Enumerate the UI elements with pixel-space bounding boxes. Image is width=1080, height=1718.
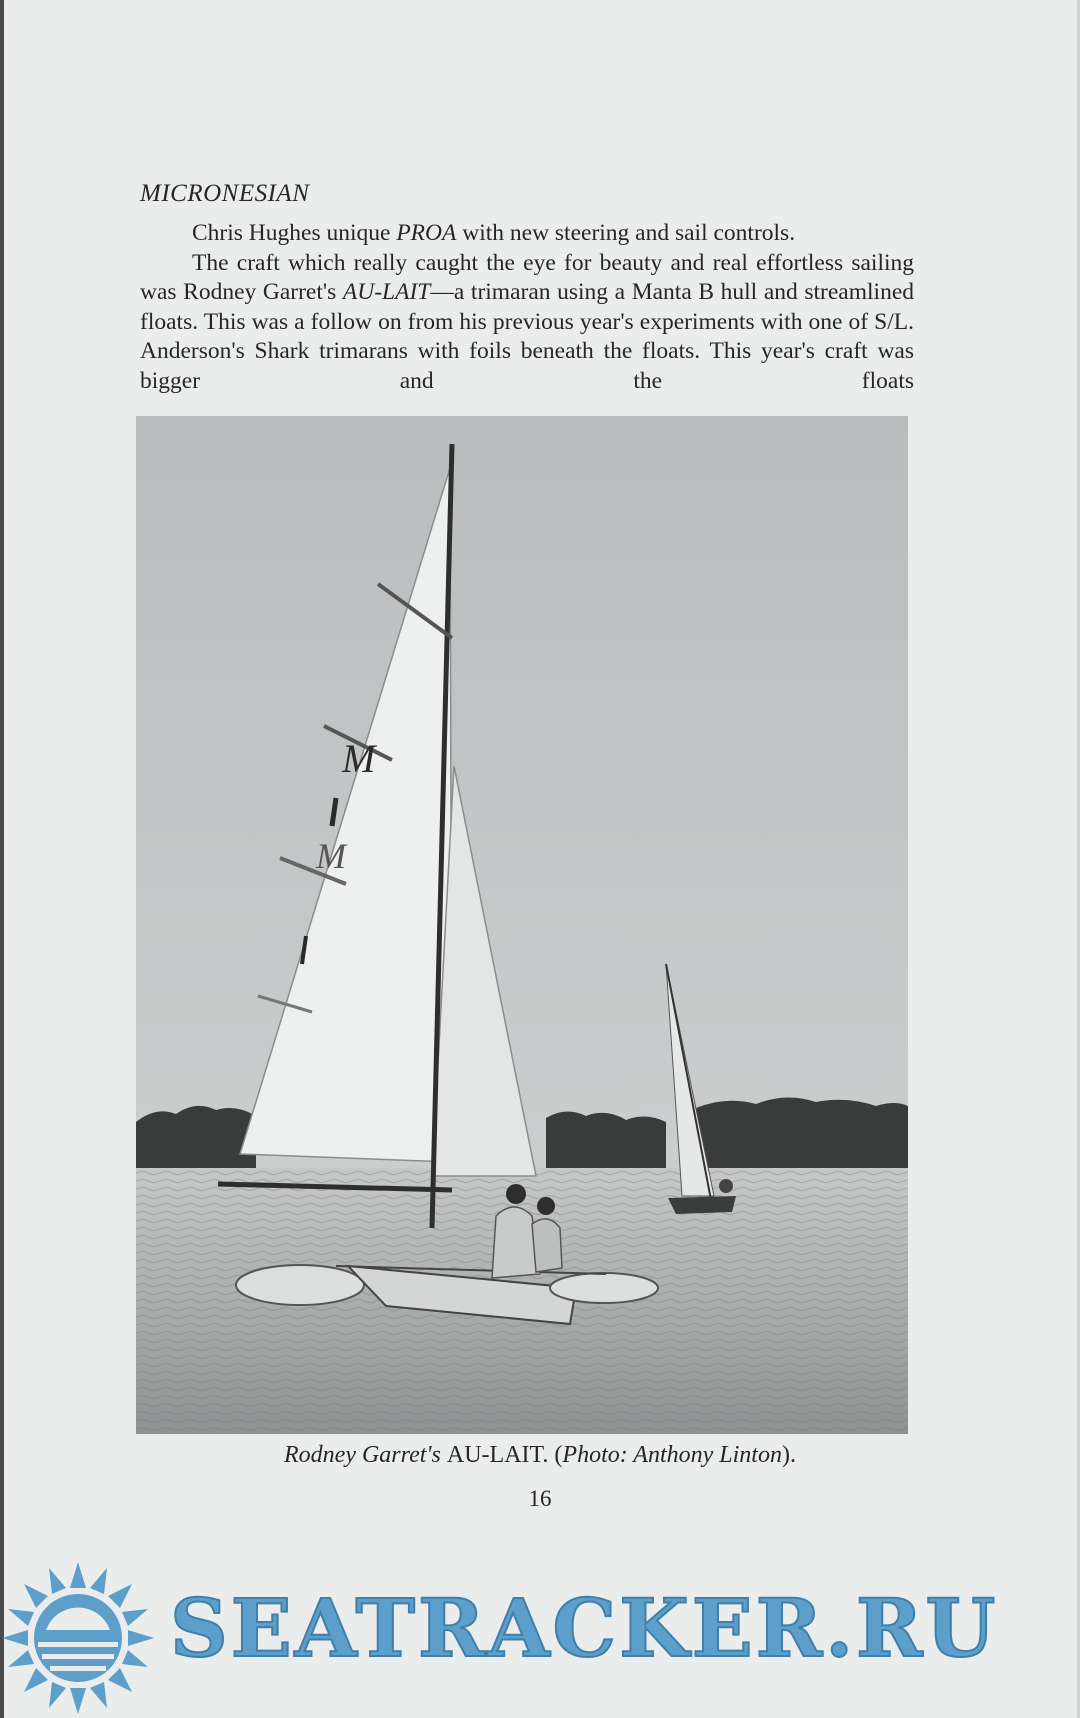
- page-number: 16: [528, 1486, 552, 1511]
- boat-name-italic: AU-LAIT: [342, 279, 431, 306]
- caption-text: . (: [542, 1442, 563, 1468]
- paragraph-2: [140, 249, 914, 397]
- watermark-text: SEATRACKER.RU: [170, 1581, 999, 1675]
- caption-boat-name: AU-LAIT: [446, 1442, 543, 1468]
- caption-text: Rodney Garret's: [284, 1442, 447, 1468]
- svg-text:M: M: [342, 736, 376, 781]
- body-text: [140, 219, 914, 397]
- boat-type-italic: PROA: [396, 220, 457, 246]
- caption-text: ).: [781, 1442, 796, 1468]
- svg-text:M: M: [316, 836, 346, 876]
- text-run: The craft which really caught the eye for beauty and real effortless sailing was Rodney Garret's: [140, 249, 914, 306]
- text-run: —a trimaran using a Manta B hull and streamlined floats. This was a follow on from his previous year's experiments with one of S/L. Anderson's Shark trimarans with foils beneath the floats. This year's craft was bigger and the floats: [140, 279, 914, 394]
- caption-credit: Photo: Anthony Linton: [562, 1442, 782, 1468]
- trimaran-photo: [136, 416, 908, 1434]
- text-run: with new steering and sail controls.: [456, 220, 796, 246]
- photo-caption: [0, 1442, 1080, 1469]
- section-heading: MICRONESIAN: [140, 180, 310, 207]
- right-float: [550, 1273, 658, 1303]
- paragraph-1: [140, 219, 914, 249]
- left-float: [236, 1265, 364, 1305]
- sun-icon: [2, 1562, 154, 1714]
- text-run: Chris Hughes unique: [192, 220, 397, 246]
